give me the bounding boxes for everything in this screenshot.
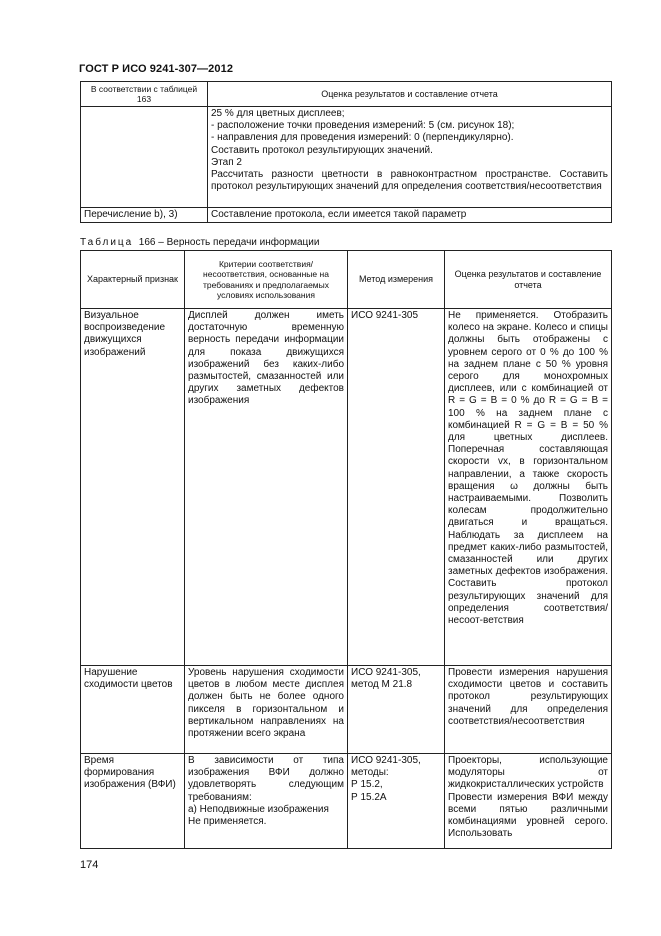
- t1-line: - направления для проведения измерений: 0 (перпендикулярно).: [211, 132, 514, 144]
- t2-header-feature: Характерный признак: [81, 251, 185, 309]
- t2-row3-criteria-line: а) Неподвижные изображения: [188, 803, 329, 815]
- t2-row3-criteria: [185, 754, 348, 849]
- t1-line: - расположение точки проведения измерений: 5 (см. рисунок 18);: [211, 120, 515, 132]
- t1-line: 25 % для цветных дисплеев;: [211, 108, 345, 119]
- t2-row1-feature: Визуальное воспроизведение движущихся изображений: [81, 309, 185, 666]
- t2-row3-feature: Время формирования изображения (ВФИ): [81, 754, 185, 849]
- t1-row1-col1: [81, 107, 208, 208]
- t2-row3-criteria-line: Не применяется.: [188, 816, 267, 828]
- t2-header-criteria: Критерии соответствия/несоответствия, основанные на требованиях и предполагаемых условиях использования: [185, 251, 348, 309]
- t1-header-col1: В соответствии с таблицей 163: [81, 82, 208, 107]
- t1-line: Рассчитать разности цветности в равноконтрастном пространстве. Составить протокол результирующих значений для определения соответствия/несоответствия: [211, 169, 608, 193]
- t2-row1-criteria: Дисплей должен иметь достаточную временную верность передачи информации для показа движущихся изображений без каких-либо размытостей, смазанностей или других заметных дефектов изображения: [185, 309, 348, 666]
- t2-row3-method-line: ИСО 9241-305, методы:: [351, 755, 421, 779]
- table-caption: [80, 237, 319, 248]
- t2-row3-method-line: Р 15.2,: [351, 779, 383, 791]
- t1-line: Этап 2: [211, 156, 242, 168]
- t2-row3-method: [348, 754, 445, 849]
- t2-row2-evaluation: Провести измерения нарушения сходимости цветов и составить протокол результирующих значений для определения соответствия/несоответствия: [445, 666, 612, 754]
- page-header-title: ГОСТ Р ИСО 9241-307—2012: [79, 63, 234, 75]
- t2-row3-evaluation: [445, 754, 612, 849]
- t2-row1-evaluation: Не применяется. Отобразить колесо на экране. Колесо и спицы должны быть отображены с уровнем серого от 0 % до 100 % на заднем плане с 50 % уровня серого для монохромных дисплеев, или с комбинацией от R = G = B = 0 % до R = G = B = 100 % на заднем плане с комбинацией R = G = B = 50 % для цветных дисплеев. Поперечная составляющая скорости vx, в горизонтальном направлении, а также скорость вращения ω должны быть настраиваемыми. Позволить колесам продолжительно двигаться и вращаться. Наблюдать за дисплеем на предмет каких-либо размытостей, смазанностей или других заметных дефектов изображения. Составить протокол результирующих значений для определения соответствия/несоот-ветствия: [445, 309, 612, 666]
- caption-text: 166 – Верность передачи информации: [138, 237, 320, 248]
- t1-line: Составить протокол результирующих значений.: [211, 144, 433, 156]
- t2-row3-evaluation-line: Проекторы, использующие модуляторы от жидкокристаллических устройств: [448, 755, 608, 791]
- page-number: 174: [80, 859, 99, 871]
- continued-table: [80, 81, 612, 223]
- t1-row2-col1: Перечисление b), 3): [81, 208, 208, 223]
- t1-header-col2: Оценка результатов и составление отчета: [208, 82, 612, 107]
- t1-row2-col2: Составление протокола, если имеется такой параметр: [208, 208, 612, 223]
- t2-row3-criteria-line: В зависимости от типа изображения ВФИ должно удовлетворять следующим требованиям:: [188, 755, 344, 803]
- t2-header-evaluation: Оценка результатов и составление отчета: [445, 251, 612, 309]
- t2-header-method: Метод измерения: [348, 251, 445, 309]
- t2-row2-method: ИСО 9241-305, метод М 21.8: [348, 666, 445, 754]
- t2-row2-feature: Нарушение сходимости цветов: [81, 666, 185, 754]
- t2-row3-method-line: Р 15.2А: [351, 791, 387, 803]
- t1-row1-col2: [208, 107, 612, 208]
- t2-row1-method: ИСО 9241-305: [348, 309, 445, 666]
- fidelity-table: [80, 250, 612, 849]
- caption-prefix: Таблица: [80, 237, 134, 248]
- t2-row3-evaluation-line: Провести измерения ВФИ между всеми пятью различными комбинациями уровней серого. Использовать: [448, 791, 608, 840]
- t2-row2-criteria: Уровень нарушения сходимости цветов в любом месте дисплея должен быть не более одного пикселя в горизонтальном и вертикальном направлениях на протяжении всего экрана: [185, 666, 348, 754]
